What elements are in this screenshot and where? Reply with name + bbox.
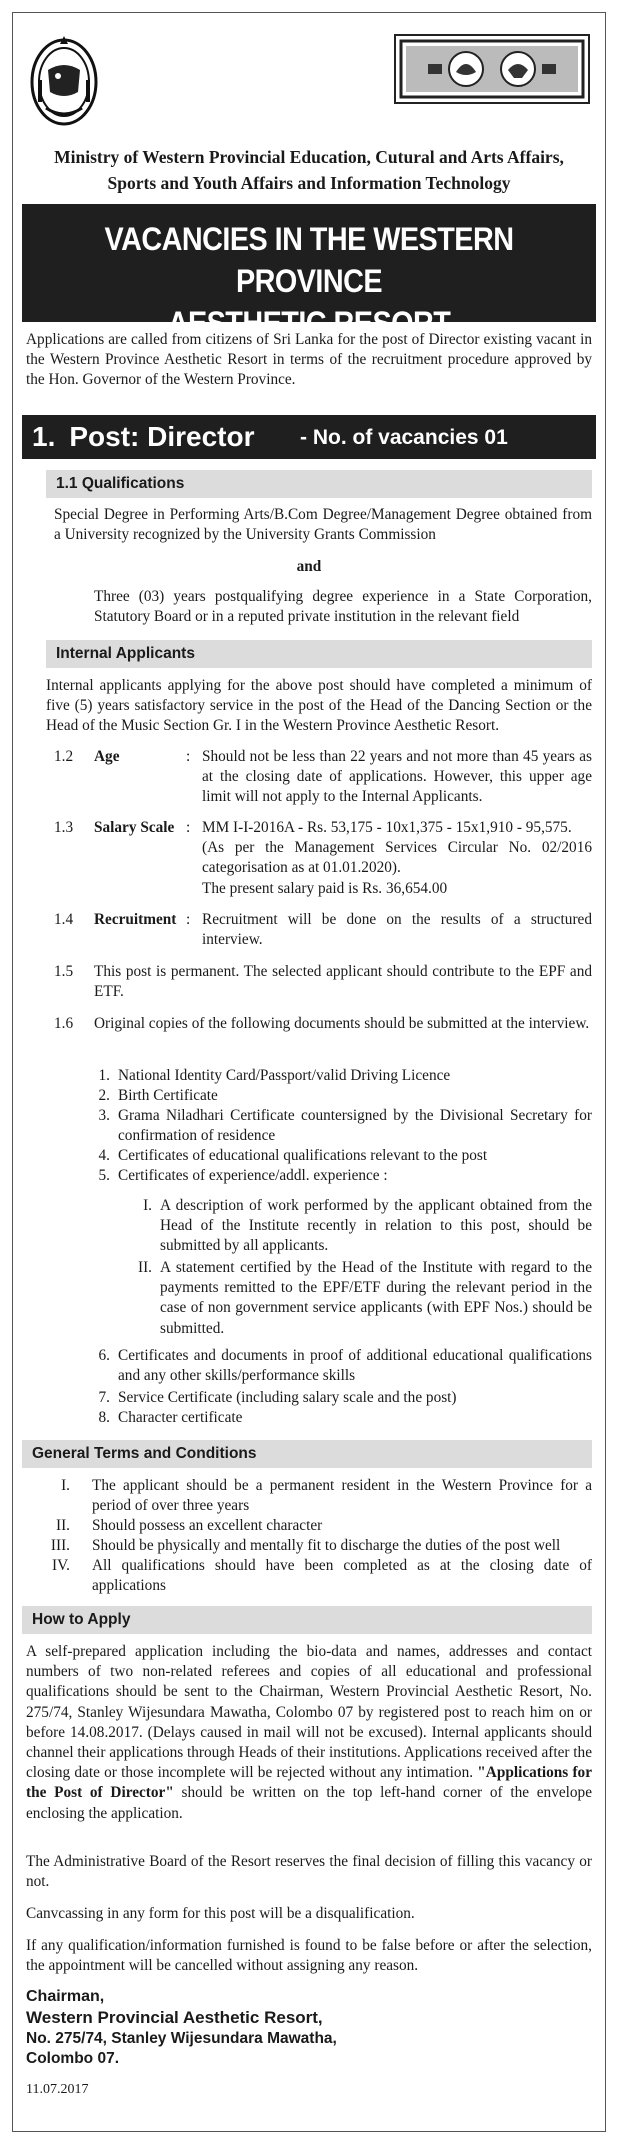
list-number: 6.	[98, 1347, 110, 1364]
false-information-text: If any qualification/information furnished is found to be false before or after the selection, the appointment will be cancelled without assigning any reason.	[26, 1937, 592, 1975]
list-text: Grama Niladhari Certificate countersigned by the Divisional Secretary for confirmation of residence	[118, 1107, 592, 1145]
resort-logo-icon	[394, 34, 590, 104]
list-text: Certificates of experience/addl. experience :	[118, 1167, 388, 1184]
apply-envelope-label: "Applications for the Post of Director"	[26, 1764, 592, 1802]
item-recruitment	[0, 910, 618, 952]
signature-title: Chairman,	[26, 1988, 105, 2005]
list-text: Should be physically and mentally fit to discharge the duties of the post well	[92, 1537, 561, 1554]
list-number: 8.	[98, 1409, 110, 1426]
ministry-name	[20, 144, 598, 196]
ministry-line-2: Sports and Youth Affairs and Information Technology	[107, 173, 511, 193]
signature-address-line-1: No. 275/74, Stanley Wijesundara Mawatha,	[26, 2030, 337, 2047]
item-label: Salary Scale	[94, 819, 175, 836]
item-value: This post is permanent. The selected applicant should contribute to the EPF and ETF.	[94, 963, 592, 1001]
salary-scale-code: MM I-I-2016A - Rs. 53,175 - 10x1,375 - 15x1,910 - 95,575.	[202, 819, 572, 836]
how-to-apply-heading	[22, 1606, 592, 1634]
vacancies-banner	[22, 204, 596, 341]
experience-requirement: Three (03) years postqualifying degree experience in a State Corporation, Statutory Board or in a reputed private institution in the relevant field	[94, 588, 592, 626]
item-number: 1.5	[54, 963, 74, 980]
list-text: All qualifications should have been completed as at the closing date of applications	[92, 1557, 592, 1595]
and-connector: and	[296, 558, 322, 575]
intro-paragraph: Applications are called from citizens of Sri Lanka for the post of Director existing vacant in the Western Province Aesthetic Resort in terms of the recruitment procedure approved by the Hon. Governor of the Western Province.	[26, 331, 592, 389]
list-number: II.	[55, 1517, 70, 1534]
internal-applicants-heading	[46, 640, 592, 668]
banner-title-line-1: VACANCIES IN THE WESTERN PROVINCE	[104, 221, 514, 299]
item-number: 1.2	[54, 748, 74, 765]
present-salary: The present salary paid is Rs. 36,654.00	[202, 879, 448, 897]
list-number: 7.	[98, 1389, 110, 1406]
list-number: I.	[143, 1197, 152, 1214]
item-documents	[0, 1014, 618, 1056]
list-text: Certificates and documents in proof of additional educational qualifications and any other skills/performance skills	[118, 1347, 592, 1385]
apply-text-main: A self-prepared application including the bio-data and names, addresses and contact numbers of two non-related referees and copies of all educational and professional qualifications should be sent to the Chairman, Western Provincial Aesthetic Resort, No. 275/74, Stanley Wijesundara Mawatha, Colombo 07 by registered post to reach him on or before 14.08.2017. (Delays caused in mail will not be excused). Internal applicants should channel their applications through Heads of their institutions. Applications received after the closing date or those incomplete will be rejected without any intimation.	[26, 1643, 592, 1782]
list-text: Service Certificate (including salary scale and the post)	[118, 1389, 457, 1406]
list-number: 1.	[98, 1067, 110, 1084]
vacancy-count: - No. of vacancies 01	[300, 426, 508, 449]
list-number: IV.	[52, 1557, 70, 1574]
signature-organization: Western Provincial Aesthetic Resort,	[26, 2008, 323, 2027]
degree-requirement: Special Degree in Performing Arts/B.Com Degree/Management Degree obtained from a University recognized by the University Grants Commission	[54, 506, 592, 544]
notice-date: 11.07.2017	[26, 2082, 89, 2097]
apply-text-end: should be written on the top left-hand corner of the envelope enclosing the application.	[26, 1784, 592, 1822]
item-colon: :	[186, 748, 191, 765]
post-number: 1.	[32, 421, 56, 452]
item-salary-scale	[0, 818, 618, 900]
list-number: II.	[137, 1259, 152, 1276]
item-colon: :	[186, 911, 191, 928]
list-text: The applicant should be a permanent resident in the Western Province for a period of over three years	[92, 1477, 592, 1515]
signature-address-line-2: Colombo 07.	[26, 2050, 120, 2067]
list-number: III.	[50, 1537, 70, 1554]
canvassing-text: Canvcassing in any form for this post will be a disqualification.	[26, 1905, 415, 1922]
general-terms-heading	[22, 1440, 592, 1468]
list-number: 4.	[98, 1147, 110, 1164]
item-number: 1.3	[54, 819, 74, 836]
item-number: 1.6	[54, 1015, 74, 1032]
list-text: A description of work performed by the applicant obtained from the Head of the Institute recently in relation to this post, should be submitted by all applicants.	[160, 1197, 592, 1255]
list-text: Certificates of educational qualifications relevant to the post	[118, 1147, 488, 1164]
list-text: Birth Certificate	[118, 1087, 218, 1104]
item-value	[202, 818, 592, 899]
how-to-apply-heading-text: How to Apply	[32, 1611, 131, 1628]
list-number: 2.	[98, 1087, 110, 1104]
item-value: Should not be less than 22 years and not more than 45 years as at the closing date of applications. However, this upper age limit will not apply to the Internal Applicants.	[202, 748, 592, 806]
internal-applicants-heading-text: Internal Applicants	[56, 645, 195, 662]
ministry-line-1: Ministry of Western Provincial Education, Cutural and Arts Affairs,	[54, 147, 564, 167]
list-text: Should possess an excellent character	[92, 1517, 323, 1534]
sri-lanka-emblem-icon	[28, 30, 100, 128]
item-number: 1.4	[54, 911, 74, 928]
list-number: I.	[61, 1477, 70, 1494]
item-colon: :	[186, 819, 191, 836]
board-decision-text: The Administrative Board of the Resort reserves the final decision of filling this vacancy or not.	[26, 1853, 592, 1891]
list-text: National Identity Card/Passport/valid Driving Licence	[118, 1067, 451, 1084]
list-number: 3.	[98, 1107, 110, 1124]
item-label: Age	[94, 748, 120, 765]
internal-applicants-text: Internal applicants applying for the above post should have completed a minimum of five (5) years satisfactory service in the post of the Head of the Dancing Section or the Head of the Music Section Gr. I in the Western Province Aesthetic Resort.	[46, 677, 592, 735]
item-label: Recruitment	[94, 911, 177, 928]
item-age	[0, 747, 618, 809]
list-number: 5.	[98, 1167, 110, 1184]
list-text: Character certificate	[118, 1409, 243, 1426]
general-terms-heading-text: General Terms and Conditions	[32, 1445, 257, 1462]
list-text: A statement certified by the Head of the Institute with regard to the payments remitted to the EPF/ETF during the relevant period in the case of non government service applicants (with EPF Nos.) should be submitted.	[160, 1259, 592, 1337]
item-permanent-post	[0, 962, 618, 1004]
post-heading	[22, 415, 596, 459]
qualifications-heading-text: 1.1 Qualifications	[56, 475, 185, 492]
how-to-apply-text	[26, 1642, 592, 1824]
banner-title-line-2: AESTHETIC RESORT	[167, 305, 451, 341]
item-value: Original copies of the following documents should be submitted at the interview.	[94, 1015, 590, 1032]
salary-circular-note: (As per the Management Services Circular No. 02/2016 categorisation as at 01.01.2020).	[202, 839, 592, 877]
item-value: Recruitment will be done on the results of a structured interview.	[202, 911, 592, 949]
qualifications-heading	[46, 470, 592, 498]
post-title: Post: Director	[69, 421, 255, 452]
